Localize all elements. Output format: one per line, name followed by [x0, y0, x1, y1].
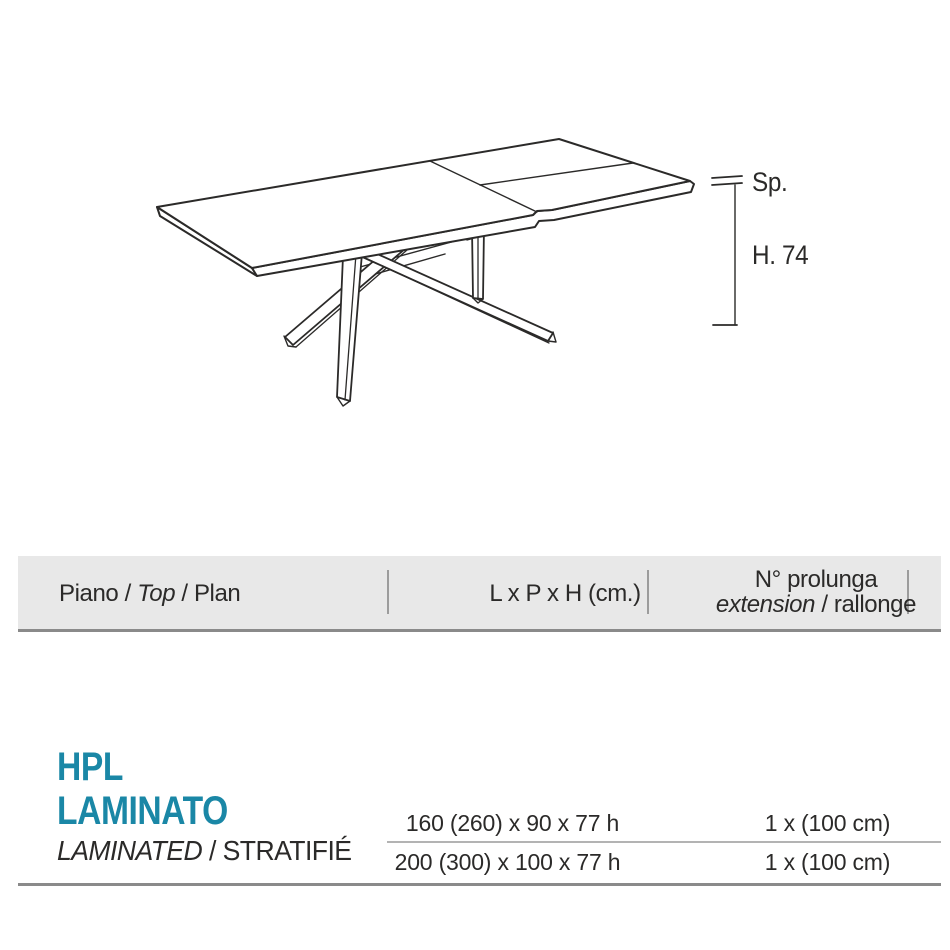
header-extension-line1: N° prolunga — [754, 566, 878, 593]
material-name-line1: HPL — [57, 745, 123, 789]
row1-extension: 1 x (100 cm) — [764, 810, 891, 836]
header-divider-1 — [387, 570, 389, 614]
leg-diagonal-right — [358, 248, 553, 341]
thickness-label: Sp. — [752, 167, 788, 197]
tabletop — [157, 139, 694, 276]
dimension-markers — [712, 176, 742, 325]
thickness-tick-top — [712, 176, 742, 178]
header-top-suffix: / Plan — [175, 580, 241, 607]
row-divider-rule — [387, 841, 941, 843]
row2-dimensions: 200 (300) x 100 x 77 h — [394, 849, 621, 875]
height-label: H. 74 — [752, 240, 809, 270]
material-translation-italic: LAMINATED — [57, 835, 203, 866]
header-extension-suffix: / rallonge — [815, 590, 917, 618]
header-dims-column: L x P x H (cm.) — [489, 580, 641, 607]
row2-extension: 1 x (100 cm) — [764, 849, 891, 875]
material-name-line2: LAMINATO — [57, 789, 228, 833]
header-top-column — [59, 580, 240, 608]
material-translation-suffix: / STRATIFIÉ — [202, 835, 352, 866]
row1-dimensions: 160 (260) x 90 x 77 h — [405, 810, 620, 836]
header-top-prefix: Piano / — [59, 580, 138, 607]
spec-table-header — [18, 556, 941, 632]
leg-front-vertical — [337, 253, 362, 401]
header-extension-italic: extension — [715, 590, 816, 618]
material-translation — [57, 837, 351, 865]
table-line-drawing — [0, 0, 950, 440]
header-extension-column — [696, 568, 936, 617]
bottom-rule — [18, 883, 941, 886]
header-top-italic: Top — [137, 580, 176, 607]
thickness-tick-bottom — [712, 183, 742, 185]
